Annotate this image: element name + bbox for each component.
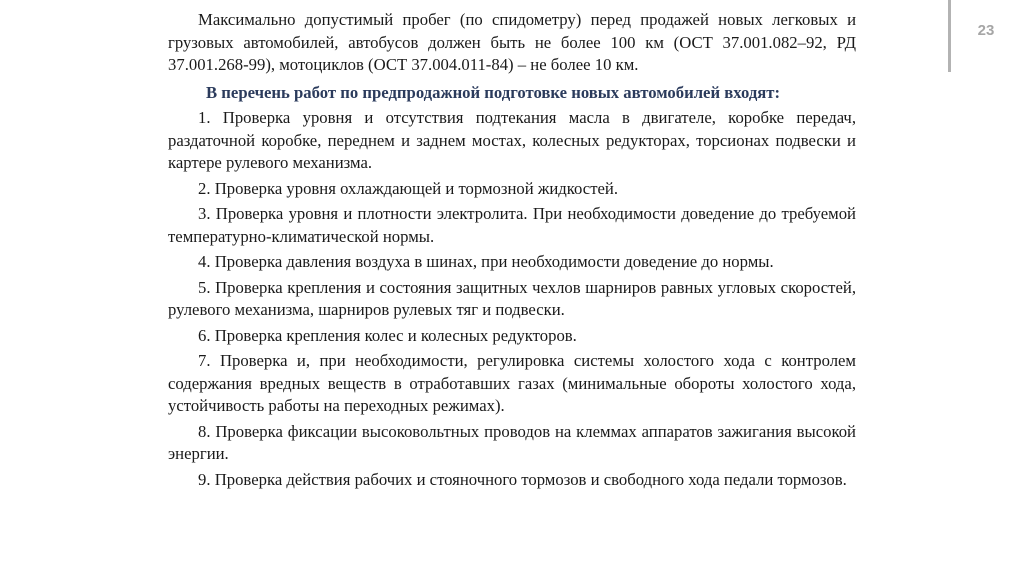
slide-number: 23 — [977, 22, 995, 39]
list-item: 8. Проверка фиксации высоковольтных проводов на клеммах аппаратов зажигания высокой энергии. — [168, 421, 856, 463]
list-item: 7. Проверка и, при необходимости, регулировка системы холостого хода с контролем содержания вредных веществ в отработавших газах (минимальные обороты холостого хода, устойчивость работы на переходных режимах). — [168, 351, 856, 415]
list-item: 4. Проверка давления воздуха в шинах, при необходимости доведение до нормы. — [198, 252, 774, 271]
section-heading: В перечень работ по предпродажной подготовке новых автомобилей входят: — [206, 82, 781, 102]
list-item: 3. Проверка уровня и плотности электролита. При необходимости доведение до требуемой температурно-климатической нормы. — [168, 204, 856, 246]
intro-paragraph: Максимально допустимый пробег (по спидометру) перед продажей новых легковых и грузовых автомобилей, автобусов должен быть не более 100 км (ОСТ 37.001.082–92, РД 37.001.268-99), мотоциклов (ОСТ 37.004.011-84) – не более 10 км. — [168, 10, 856, 74]
list-item: 9. Проверка действия рабочих и стояночного тормозов и свободного хода педали тормозов. — [198, 469, 847, 489]
list-item: 5. Проверка крепления и состояния защитных чехлов шарниров равных угловых скоростей, рулевого механизма, шарниров рулевых тяг и подвески. — [168, 277, 856, 319]
slide-content — [168, 9, 856, 491]
list-item: 2. Проверка уровня охлаждающей и тормозной жидкостей. — [198, 178, 618, 198]
list-item: 6. Проверка крепления колес и колесных редукторов. — [198, 325, 577, 345]
list-item: 1. Проверка уровня и отсутствия подтекания масла в двигателе, коробке передач, раздаточной коробке, переднем и заднем мостах, колесных редукторах, торсионах подвески и картере рулевого механизма. — [168, 108, 856, 172]
slide-divider-line — [948, 0, 951, 72]
